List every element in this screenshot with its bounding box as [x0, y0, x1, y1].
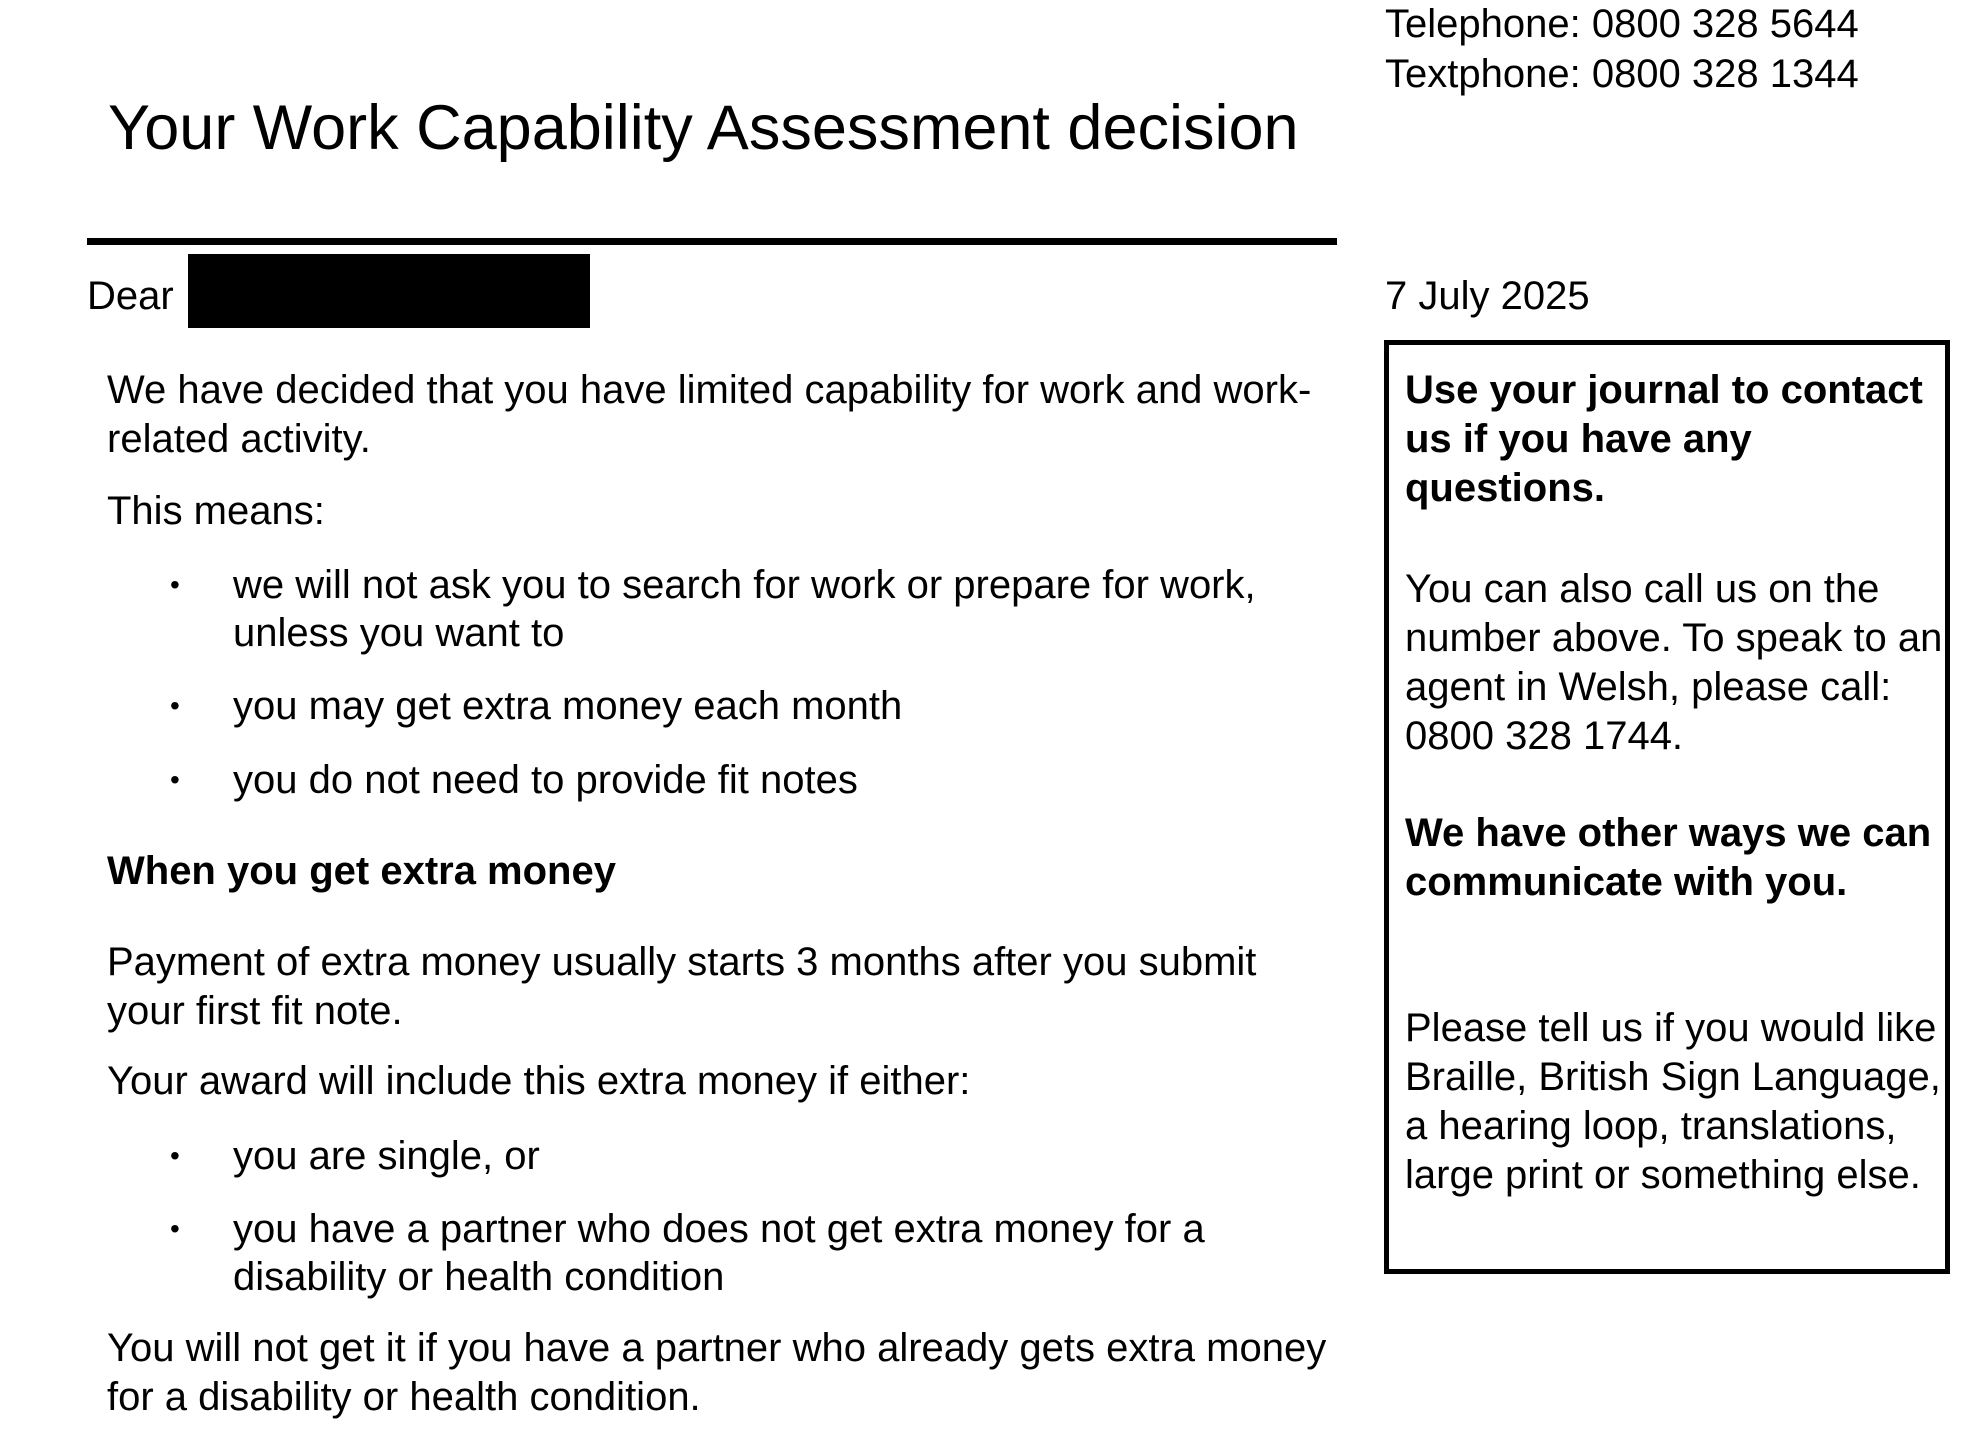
list-item-text: you do not need to provide fit notes	[233, 758, 858, 802]
list-item-text: we will not ask you to search for work or prepare for work, unless you want to	[233, 563, 1256, 655]
extra-money-heading: When you get extra money	[107, 849, 616, 893]
list-item-text: you are single, or	[233, 1134, 540, 1178]
textphone-number: Textphone: 0800 328 1344	[1385, 52, 1859, 96]
award-label: Your award will include this extra money if either:	[107, 1059, 971, 1103]
other-ways-heading: We have other ways we can communicate with you.	[1405, 811, 1932, 904]
means-label: This means:	[107, 489, 325, 533]
list-item	[107, 682, 1337, 730]
call-paragraph: You can also call us on the number above. To speak to an agent in Welsh, please call: 0800 328 1744.	[1405, 567, 1943, 758]
salutation: Dear	[87, 274, 174, 318]
telephone-number: Telephone: 0800 328 5644	[1385, 2, 1859, 46]
bullet-icon: •	[170, 764, 180, 795]
list-item	[107, 756, 1337, 804]
list-item	[107, 1205, 1337, 1301]
payment-paragraph: Payment of extra money usually starts 3 months after you submit your first fit note.	[107, 940, 1257, 1033]
title-divider	[87, 238, 1337, 245]
list-item-text: you have a partner who does not get extra money for a disability or health condition	[233, 1207, 1205, 1299]
list-item-text: you may get extra money each month	[233, 684, 903, 728]
list-item	[107, 561, 1337, 657]
intro-paragraph: We have decided that you have limited capability for work and work-related activity.	[107, 368, 1312, 461]
bullet-icon: •	[170, 690, 180, 721]
bullet-icon: •	[170, 1213, 180, 1244]
letter-date: 7 July 2025	[1385, 274, 1590, 318]
bullet-icon: •	[170, 569, 180, 600]
formats-paragraph: Please tell us if you would like Braille, British Sign Language, a hearing loop, translations, large print or something else.	[1405, 1006, 1941, 1197]
bullet-icon: •	[170, 1140, 180, 1171]
page-title: Your Work Capability Assessment decision	[108, 93, 1299, 163]
closing-paragraph: You will not get it if you have a partner who already gets extra money for a disability or health condition.	[107, 1326, 1327, 1419]
list-item	[107, 1132, 1337, 1180]
journal-heading: Use your journal to contact us if you have any questions.	[1405, 368, 1923, 510]
redacted-name	[188, 254, 590, 328]
